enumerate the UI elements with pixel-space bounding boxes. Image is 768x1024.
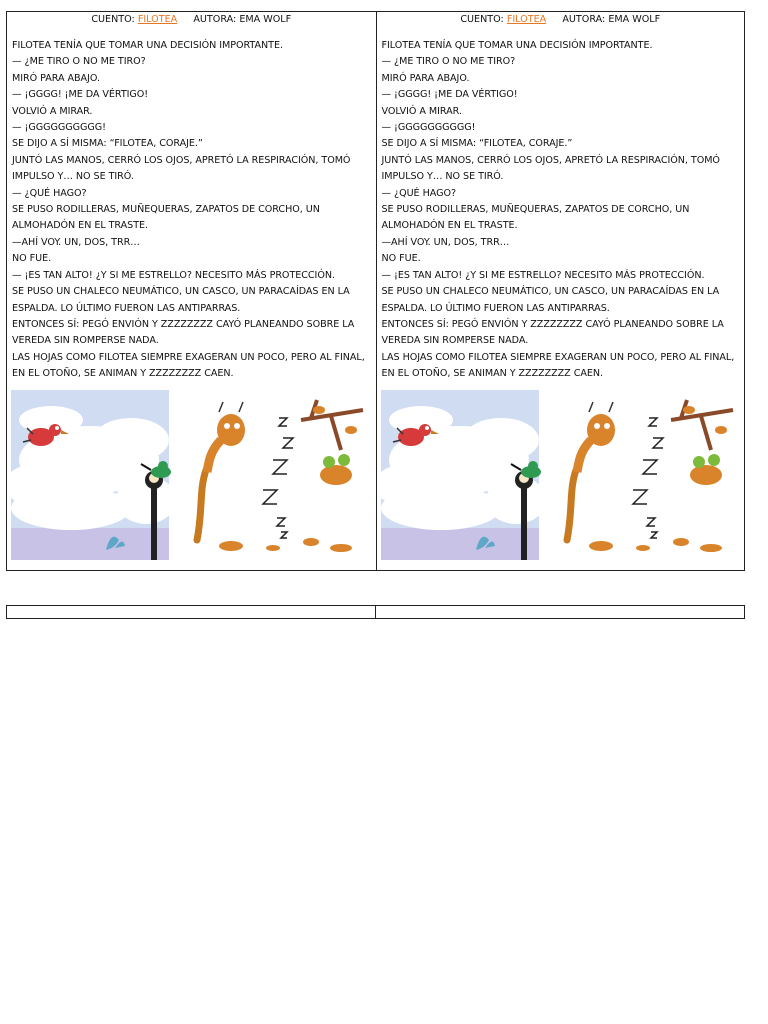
story-line: — ¡ES TAN ALTO! ¿Y SI ME ESTRELLO? NECESITO MÁS PROTECCIÓN. bbox=[381, 269, 705, 281]
story-line: EN EL OTOÑO, SE ANIMAN Y ZZZZZZZZ CAEN. bbox=[12, 368, 234, 380]
story-line: MIRÓ PARA ABAJO. bbox=[381, 72, 470, 84]
story-line: — ¿QUÉ HAGO? bbox=[381, 187, 457, 199]
leaf-bird-icon bbox=[320, 454, 352, 485]
story-line: SE PUSO UN CHALECO NEUMÁTICO, UN CASCO, UN PARACAÍDAS EN LA bbox=[381, 286, 720, 298]
story-line: — ¿ME TIRO O NO ME TIRO? bbox=[12, 56, 146, 68]
empty-cell-right bbox=[375, 606, 744, 618]
caterpillar-icon bbox=[197, 402, 245, 540]
story-line: — ¿QUÉ HAGO? bbox=[12, 187, 87, 199]
cuento-label: CUENTO: bbox=[460, 14, 504, 25]
story-line: ENTONCES SÍ: PEGÓ ENVIÓN Y ZZZZZZZZ CAYÓ PLANEANDO SOBRE LA bbox=[12, 318, 355, 330]
leaf-bird-icon bbox=[690, 454, 722, 485]
story-table bbox=[6, 11, 745, 571]
cuento-label: CUENTO: bbox=[91, 14, 135, 25]
story-line: VOLVIÓ A MIRAR. bbox=[12, 105, 93, 117]
story-line: SE PUSO RODILLERAS, MUÑEQUERAS, ZAPATOS DE CORCHO, UN bbox=[381, 204, 690, 216]
ground bbox=[381, 528, 539, 560]
story-line: NO FUE. bbox=[381, 253, 421, 265]
story-text bbox=[382, 38, 742, 383]
story-line: ALMOHADÓN EN EL TRASTE. bbox=[381, 220, 518, 232]
story-text bbox=[12, 38, 372, 383]
card-header bbox=[377, 12, 745, 28]
story-line: SE DIJO A SÍ MISMA: “FILOTEA, CORAJE.” bbox=[12, 138, 203, 150]
story-line: — ¡GGGG! ¡ME DA VÉRTIGO! bbox=[12, 89, 149, 101]
story-line: VOLVIÓ A MIRAR. bbox=[381, 105, 462, 117]
illustration-svg bbox=[381, 390, 737, 560]
empty-cell-left bbox=[7, 606, 375, 618]
story-line: ESPALDA. LO ÚLTIMO FUERON LAS ANTIPARRAS. bbox=[381, 302, 610, 314]
story-line: ALMOHADÓN EN EL TRASTE. bbox=[12, 220, 149, 232]
tree-branch-icon bbox=[671, 400, 733, 450]
story-title-link[interactable]: FILOTEA bbox=[506, 14, 547, 25]
story-line: ESPALDA. LO ÚLTIMO FUERON LAS ANTIPARRAS. bbox=[12, 302, 241, 314]
story-line: —AHÍ VOY. UN, DOS, TRR… bbox=[381, 236, 510, 248]
story-line: SE DIJO A SÍ MISMA: “FILOTEA, CORAJE.” bbox=[381, 138, 573, 150]
story-line: VEREDA SIN ROMPERSE NADA. bbox=[381, 335, 529, 347]
tree-branch-icon bbox=[301, 400, 363, 450]
story-line: JUNTÓ LAS MANOS, CERRÓ LOS OJOS, APRETÓ LA RESPIRACIÓN, TOMÓ bbox=[12, 154, 351, 166]
story-line: IMPULSO Y… NO SE TIRÓ. bbox=[12, 171, 134, 183]
zzz-marks bbox=[633, 418, 663, 538]
autora-label: AUTORA: bbox=[193, 14, 237, 25]
story-line: —AHÍ VOY. UN, DOS, TRR… bbox=[12, 236, 140, 248]
story-line: JUNTÓ LAS MANOS, CERRÓ LOS OJOS, APRETÓ LA RESPIRACIÓN, TOMÓ bbox=[381, 154, 720, 166]
story-line: — ¡GGGGGGGGGG! bbox=[381, 122, 476, 134]
falling-leaves bbox=[589, 538, 722, 552]
illustration-svg bbox=[11, 390, 367, 560]
story-illustrations bbox=[381, 390, 737, 560]
autora-label: AUTORA: bbox=[562, 14, 606, 25]
story-line: — ¡GGGGGGGGGG! bbox=[12, 122, 106, 134]
story-line: SE PUSO RODILLERAS, MUÑEQUERAS, ZAPATOS DE CORCHO, UN bbox=[12, 204, 320, 216]
zzz-marks bbox=[263, 418, 293, 538]
caterpillar-icon bbox=[567, 402, 615, 540]
ground bbox=[11, 528, 169, 560]
story-line: FILOTEA TENÍA QUE TOMAR UNA DECISIÓN IMPORTANTE. bbox=[381, 40, 653, 51]
story-line: MIRÓ PARA ABAJO. bbox=[12, 72, 100, 84]
author-name: EMA WOLF bbox=[239, 14, 292, 25]
story-line: — ¡GGGG! ¡ME DA VÉRTIGO! bbox=[381, 89, 518, 101]
author-name: EMA WOLF bbox=[608, 14, 661, 25]
story-line: — ¡ES TAN ALTO! ¿Y SI ME ESTRELLO? NECESITO MÁS PROTECCIÓN. bbox=[12, 269, 335, 281]
story-line: EN EL OTOÑO, SE ANIMAN Y ZZZZZZZZ CAEN. bbox=[381, 368, 604, 380]
empty-table bbox=[6, 605, 745, 619]
story-line: SE PUSO UN CHALECO NEUMÁTICO, UN CASCO, UN PARACAÍDAS EN LA bbox=[12, 286, 350, 298]
story-line: ENTONCES SÍ: PEGÓ ENVIÓN Y ZZZZZZZZ CAYÓ PLANEANDO SOBRE LA bbox=[381, 318, 724, 330]
story-card-left bbox=[7, 12, 376, 570]
falling-leaves bbox=[219, 538, 352, 552]
story-line: VEREDA SIN ROMPERSE NADA. bbox=[12, 335, 159, 347]
story-line: LAS HOJAS COMO FILOTEA SIEMPRE EXAGERAN UN POCO, PERO AL FINAL, bbox=[381, 351, 735, 363]
story-line: NO FUE. bbox=[12, 253, 52, 265]
story-card-right bbox=[376, 12, 745, 570]
story-title-link[interactable]: FILOTEA bbox=[137, 14, 178, 25]
story-illustrations bbox=[11, 390, 367, 560]
story-line: — ¿ME TIRO O NO ME TIRO? bbox=[381, 56, 516, 68]
card-header bbox=[7, 12, 376, 28]
story-line: LAS HOJAS COMO FILOTEA SIEMPRE EXAGERAN UN POCO, PERO AL FINAL, bbox=[12, 351, 365, 363]
story-line: FILOTEA TENÍA QUE TOMAR UNA DECISIÓN IMPORTANTE. bbox=[12, 40, 283, 51]
story-line: IMPULSO Y… NO SE TIRÓ. bbox=[381, 171, 504, 183]
